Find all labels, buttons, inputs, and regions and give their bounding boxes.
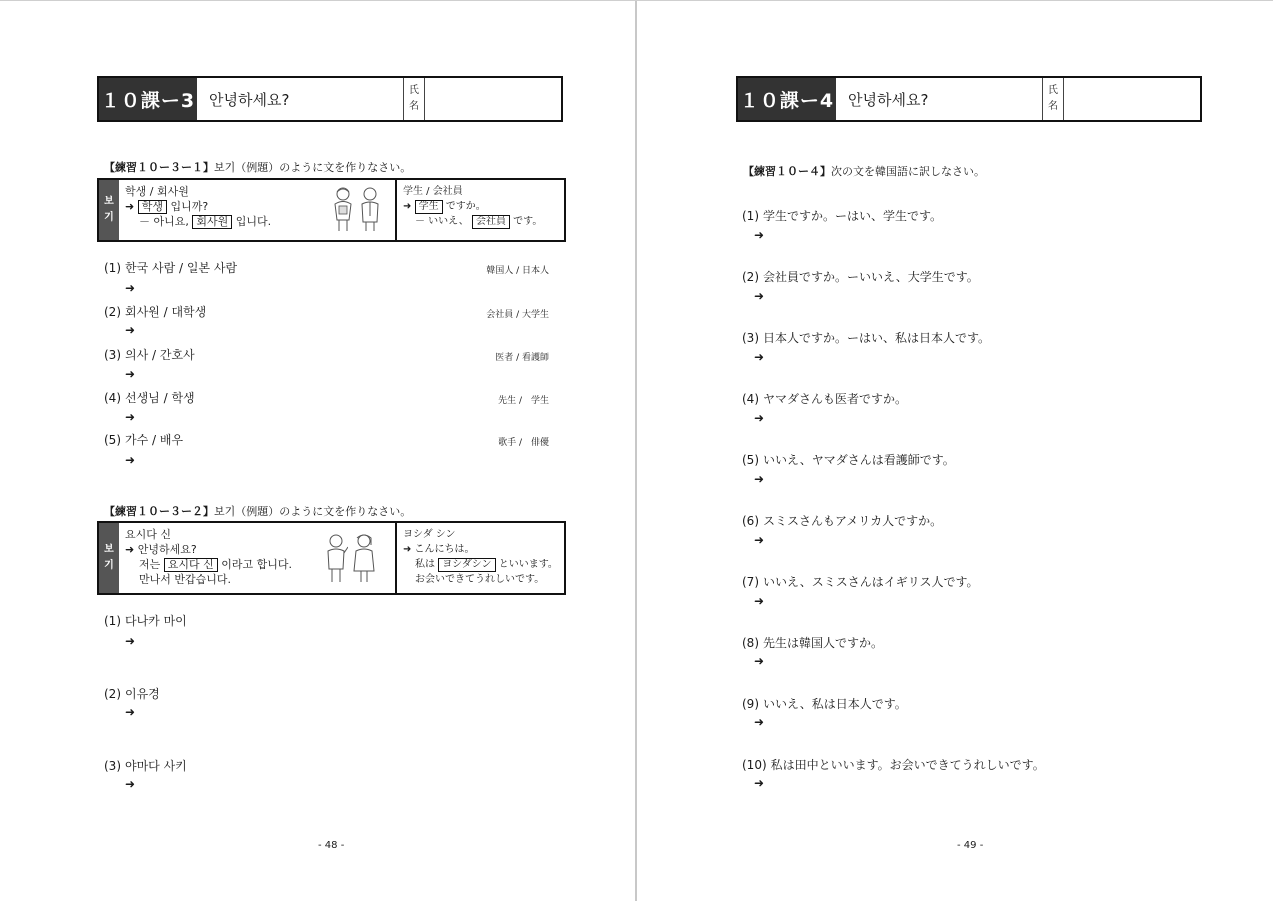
people-illustration [331,186,381,232]
answer-arrow-icon[interactable]: ➜ [125,323,136,337]
arrow-icon: ➜ [125,200,135,213]
answer-arrow-icon[interactable]: ➜ [754,715,765,729]
name-label [1042,78,1064,120]
exercise-number: 【練習１０ー４】 [743,165,831,178]
example-japanese [397,180,564,240]
example-jp-line-1: 学生 / 会社員 [403,186,463,197]
answer-arrow-icon[interactable]: ➜ [754,776,765,790]
example-jp-line-2: ➜ こんにちは。 [403,544,475,555]
answer-arrow-icon[interactable]: ➜ [754,350,765,364]
question-text: 회사원 / 대학생 [125,305,207,319]
example-jp-answer: － いいえ、 [415,216,469,227]
name-label-char-1: 氏 [409,85,419,96]
answer-arrow-icon[interactable]: ➜ [754,594,765,608]
question-item [742,268,979,285]
example-label [99,180,119,240]
example-label-char-1: 보 [104,544,114,555]
example-kr-ending-1: 입니까? [170,200,209,213]
example-korean [119,523,397,593]
question-hint: 会社員 / 大学生 [486,310,549,320]
name-field[interactable] [425,78,561,120]
question-number: (10) [742,758,767,772]
question-number: (6) [742,514,759,528]
question-text: スミスさんもアメリカ人ですか。 [763,514,943,528]
example-label-char-2: 기 [104,560,114,571]
exercise-title-1 [104,159,411,175]
page-number: - 49 - [957,840,984,851]
question-text: ヤマダさんも医者ですか。 [763,392,908,406]
boxed-word: 회사원 [192,215,232,229]
answer-arrow-icon[interactable]: ➜ [754,472,765,486]
question-item [104,757,187,774]
page-number: - 48 - [318,840,345,851]
question-number: (3) [742,331,759,345]
boxed-word: ヨシダシン [438,558,495,572]
example-box-1 [97,178,566,242]
example-jp-ending-2: です。 [513,216,543,227]
question-number: (1) [104,261,121,275]
example-jp-line-3 [403,557,558,572]
question-item [104,259,237,276]
question-text: 日本人ですか。ーはい、私は日本人です。 [763,331,991,345]
example-jp-line-2 [403,199,558,214]
example-jp-ending: といいます。 [498,559,558,570]
example-label-char-1: 보 [104,196,114,207]
question-item [742,634,883,651]
name-label-char-2: 名 [409,101,419,112]
woman-figure-icon [352,533,376,583]
boxed-word: 会社員 [472,215,510,229]
question-item [742,512,942,529]
example-japanese [397,523,564,593]
lesson-code: １０課ー4 [738,78,836,120]
question-text: 의사 / 간호사 [125,348,195,362]
lesson-title: 안녕하세요? [848,90,929,109]
example-jp-line-1: ヨシダ シン [403,529,456,540]
question-text: 야마다 사키 [125,759,187,773]
arrow-icon: ➜ [403,201,412,212]
example-jp-prefix: 私は [415,559,435,570]
example-jp-ending-1: ですか。 [445,201,486,212]
example-kr-ending: 이라고 합니다. [221,558,293,571]
question-item [104,303,206,320]
question-text: 先生は韓国人ですか。 [763,636,884,650]
exercise-instruction: 보기（例題）のように文を作りなさい。 [214,161,412,174]
exercise-instruction: 보기（例題）のように文を作りなさい。 [214,505,412,518]
question-item [742,573,979,590]
question-number: (7) [742,575,759,589]
question-number: (8) [742,636,759,650]
question-item [104,431,183,448]
example-kr-line-2: ➜ 안녕하세요? [125,543,197,556]
question-text: いいえ、スミスさんはイギリス人です。 [763,575,979,589]
question-item [104,346,195,363]
question-number: (4) [104,391,121,405]
example-kr-prefix: 저는 [139,558,161,571]
question-number: (1) [742,209,759,223]
name-label-char-2: 名 [1048,101,1058,112]
lesson-title: 안녕하세요? [209,90,290,109]
question-number: (2) [742,270,759,284]
name-field[interactable] [1064,78,1200,120]
answer-arrow-icon[interactable]: ➜ [754,289,765,303]
example-kr-answer: － 아니요, [139,215,189,228]
answer-arrow-icon[interactable]: ➜ [125,410,136,424]
question-item [742,329,990,346]
example-kr-line-4: 만나서 반갑습니다. [139,573,232,586]
example-label-char-2: 기 [104,212,114,223]
question-item [742,451,955,468]
question-number: (3) [104,348,121,362]
question-item [742,756,1045,773]
answer-arrow-icon[interactable]: ➜ [754,533,765,547]
answer-arrow-icon[interactable]: ➜ [125,634,136,648]
example-kr-line-1: 요시다 신 [125,528,172,541]
name-label [403,78,425,120]
question-hint: 歌手 / 俳優 [498,438,549,448]
question-number: (9) [742,697,759,711]
example-jp-line-4: お会いできてうれしいです。 [415,574,545,585]
question-text: 学生ですか。ーはい、学生です。 [763,209,943,223]
question-number: (3) [104,759,121,773]
question-number: (2) [104,687,121,701]
question-number: (1) [104,614,121,628]
question-item [104,612,187,629]
question-number: (5) [742,453,759,467]
office-worker-figure-icon [359,186,381,232]
question-text: 선생님 / 학생 [125,391,195,405]
example-label [99,523,119,593]
boxed-word: 学生 [415,200,443,214]
answer-arrow-icon[interactable]: ➜ [754,228,765,242]
lesson-header [736,76,1202,122]
question-number: (5) [104,433,121,447]
page-48 [0,1,635,901]
question-text: 한국 사람 / 일본 사람 [125,261,238,275]
question-number: (4) [742,392,759,406]
answer-arrow-icon[interactable]: ➜ [125,281,136,295]
answer-arrow-icon[interactable]: ➜ [125,777,136,791]
student-figure-icon [331,186,355,232]
answer-arrow-icon[interactable]: ➜ [754,654,765,668]
question-hint: 韓国人 / 日本人 [486,266,549,276]
exercise-title-2 [104,503,411,519]
question-text: 私は田中といいます。お会いできてうれしいです。 [770,758,1045,772]
question-text: 会社員ですか。ーいいえ、大学生です。 [763,270,979,284]
example-kr-line-1: 학생 / 회사원 [125,185,189,198]
question-item [104,685,160,702]
lesson-code: １０課ー3 [99,78,197,120]
question-hint: 医者 / 看護師 [495,353,549,363]
exercise-number: 【練習１０ー３ー２】 [104,505,214,518]
question-hint: 先生 / 学生 [498,396,549,406]
question-item [742,390,907,407]
exercise-number: 【練習１０ー３ー１】 [104,161,214,174]
example-jp-line-3 [403,214,558,229]
question-item [742,207,942,224]
exercise-title [743,163,985,179]
question-text: 다나카 마이 [125,614,187,628]
answer-arrow-icon[interactable]: ➜ [754,411,765,425]
lesson-header [97,76,563,122]
name-label-char-1: 氏 [1048,85,1058,96]
example-box-2 [97,521,566,595]
question-item [742,695,907,712]
question-text: いいえ、私は日本人です。 [763,697,907,711]
example-korean [119,180,397,240]
boxed-word: 요시다 신 [164,558,218,572]
question-number: (2) [104,305,121,319]
page-49 [637,1,1273,901]
question-text: 이유경 [125,687,160,701]
answer-arrow-icon[interactable]: ➜ [125,453,136,467]
question-text: 가수 / 배우 [125,433,184,447]
answer-arrow-icon[interactable]: ➜ [125,367,136,381]
exercise-instruction: 次の文を韓国語に訳しなさい。 [831,165,985,178]
example-kr-ending-2: 입니다. [235,215,272,228]
answer-arrow-icon[interactable]: ➜ [125,705,136,719]
man-figure-icon [324,533,348,583]
question-text: いいえ、ヤマダさんは看護師です。 [763,453,955,467]
boxed-word: 학생 [138,200,167,214]
greeting-illustration [324,533,376,583]
question-item [104,389,195,406]
